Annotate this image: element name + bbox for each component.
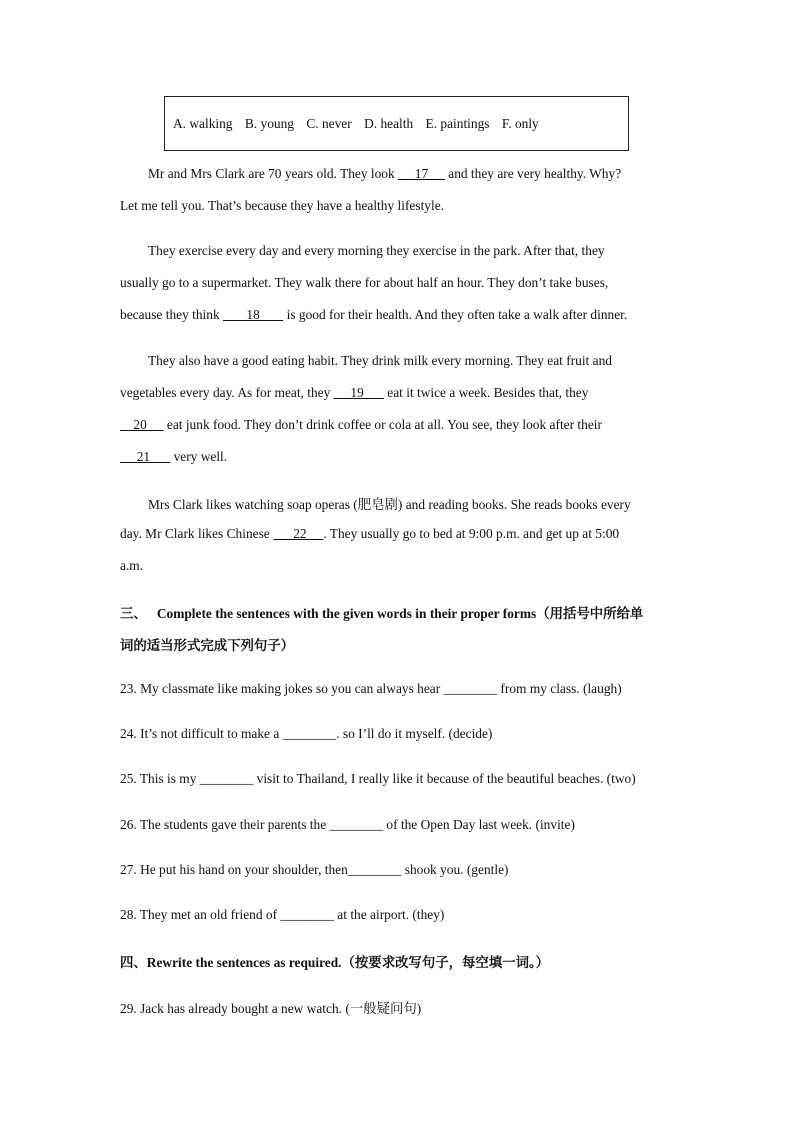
question-29: 29. Jack has already bought a new watch. (一般疑问句) — [120, 1001, 422, 1016]
question-28: 28. They met an old friend of ________ at the airport. (they) — [120, 907, 445, 922]
option-b: B. young — [244, 116, 294, 131]
passage-line: day. Mr Clark likes Chinese 22 . They usually go to bed at 9:00 p.m. and get up at 5:00 — [120, 526, 620, 541]
question-24: 24. It’s not difficult to make a ________. so I’ll do it myself. (decide) — [120, 726, 493, 741]
blank-18: 18 — [223, 307, 284, 322]
passage-line: Mrs Clark likes watching soap operas (肥皂剧) and reading books. She reads books every — [148, 497, 631, 512]
option-f: F. only — [501, 116, 539, 131]
blank-21: 21 — [120, 449, 171, 464]
question-25: 25. This is my ________ visit to Thailand, I really like it because of the beautiful beaches. (two) — [120, 771, 636, 786]
question-26: 26. The students gave their parents the ________ of the Open Day last week. (invite) — [120, 817, 575, 832]
question-23: 23. My classmate like making jokes so you can always hear ________ from my class. (laugh) — [120, 681, 622, 696]
blank-19: 19 — [333, 385, 384, 400]
blank-22: 22 — [273, 526, 324, 541]
question-27: 27. He put his hand on your shoulder, then________ shook you. (gentle) — [120, 862, 509, 877]
word-options — [173, 116, 548, 132]
passage-line: 20 eat junk food. They don’t drink coffee or cola at all. You see, they look after their — [120, 417, 602, 432]
passage-line: Mr and Mrs Clark are 70 years old. They look 17 and they are very healthy. Why? — [148, 166, 622, 181]
option-a: A. walking — [173, 116, 233, 131]
passage-line: They exercise every day and every morning they exercise in the park. After that, they — [148, 243, 605, 258]
option-d: D. health — [364, 116, 414, 131]
passage-line: vegetables every day. As for meat, they 19 eat it twice a week. Besides that, they — [120, 385, 589, 400]
passage-line: Let me tell you. That’s because they have a healthy lifestyle. — [120, 198, 444, 213]
blank-20: 20 — [120, 417, 164, 432]
section-3-heading: 三、 Complete the sentences with the given words in their proper forms（用括号中所给单 — [120, 606, 644, 621]
blank-17: 17 — [398, 166, 445, 181]
passage-line: They also have a good eating habit. They drink milk every morning. They eat fruit and — [148, 353, 612, 368]
passage-line: 21 very well. — [120, 449, 228, 464]
passage-line: a.m. — [120, 558, 144, 573]
word-options-box — [164, 96, 629, 151]
passage-line: because they think 18 is good for their health. And they often take a walk after dinner. — [120, 307, 628, 322]
option-e: E. paintings — [425, 116, 490, 131]
section-4-heading: 四、Rewrite the sentences as required.（按要求改写句子，每空填一词。） — [120, 955, 550, 970]
passage-line: usually go to a supermarket. They walk there for about half an hour. They don’t take buses, — [120, 275, 609, 290]
option-c: C. never — [306, 116, 352, 131]
section-3-heading-cont: 词的适当形式完成下列句子） — [120, 638, 295, 653]
